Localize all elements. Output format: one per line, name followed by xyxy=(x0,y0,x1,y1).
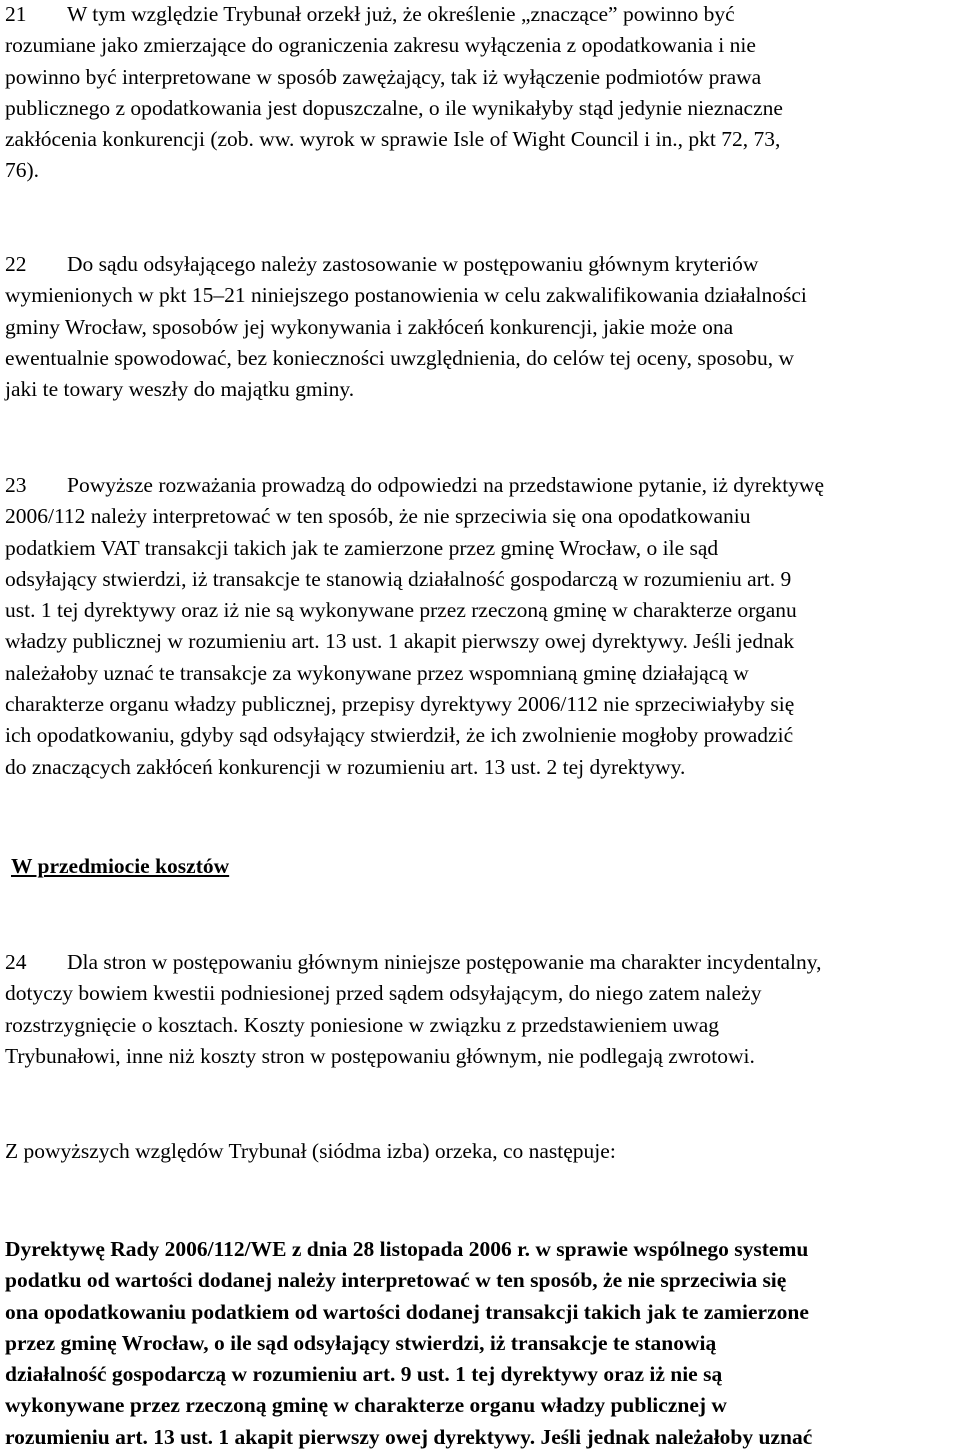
paragraph-line: powinno być interpretowane w sposób zawężający, tak iż wyłączenie podmiotów prawa xyxy=(5,64,762,89)
paragraph-number: 23 xyxy=(5,473,27,497)
paragraph-line: władzy publicznej w rozumieniu art. 13 ust. 1 akapit pierwszy owej dyrektywy. Jeśli jednak xyxy=(5,629,795,654)
ruling-line: wykonywane przez rzeczoną gminę w charakterze organu władzy publicznej w xyxy=(5,1393,727,1418)
paragraph-line: dotyczy bowiem kwestii podniesionej przed sądem odsyłającym, do niego zatem należy xyxy=(5,981,762,1006)
paragraph-line: Powyższe rozważania prowadzą do odpowiedzi na przedstawione pytanie, iż dyrektywę xyxy=(67,473,824,497)
ruling-line: Dyrektywę Rady 2006/112/WE z dnia 28 listopada 2006 r. w sprawie wspólnego systemu xyxy=(5,1237,809,1261)
paragraph-23 xyxy=(5,470,957,783)
ruling-line: rozumieniu art. 13 ust. 1 akapit pierwszy owej dyrektywy. Jeśli jednak należałoby uznać xyxy=(5,1424,813,1449)
ruling-line: podatku od wartości dodanej należy interpretować w ten sposób, że nie sprzeciwia się xyxy=(5,1268,787,1293)
paragraph-line: 2006/112 należy interpretować w ten sposób, że nie sprzeciwia się ona opodatkowaniu xyxy=(5,504,751,529)
ruling-operative-part xyxy=(5,1234,957,1453)
paragraph-line: jaki te towary weszły do majątku gminy. xyxy=(5,377,355,402)
paragraph-24 xyxy=(5,947,957,1072)
paragraph-line: Dla stron w postępowaniu głównym niniejsze postępowanie ma charakter incydentalny, xyxy=(67,950,822,974)
paragraph-line: publicznego z opodatkowania jest dopuszczalne, o ile wynikałyby stąd jedynie nieznaczne xyxy=(5,95,783,120)
paragraph-line: gminy Wrocław, sposobów jej wykonywania i zakłóceń konkurencji, jakie może ona xyxy=(5,314,734,339)
ruling-intro: Z powyższych względów Trybunał (siódma izba) orzeka, co następuje: xyxy=(5,1139,616,1163)
paragraph-line: 76). xyxy=(5,158,40,183)
ruling-line: przez gminę Wrocław, o ile sąd odsyłający stwierdzi, iż transakcje te stanowią xyxy=(5,1330,717,1355)
paragraph-line: podatkiem VAT transakcji takich jak te zamierzone przez gminę Wrocław, o ile sąd xyxy=(5,535,719,560)
paragraph-line: ich opodatkowaniu, gdyby sąd odsyłający stwierdził, że ich zwolnienie mogłoby prowadzić xyxy=(5,723,794,748)
paragraph-line: W tym względzie Trybunał orzekł już, że określenie „znaczące” powinno być xyxy=(67,2,735,26)
paragraph-line: Trybunałowi, inne niż koszty stron w postępowaniu głównym, nie podlegają zwrotowi. xyxy=(5,1043,755,1068)
paragraph-number: 21 xyxy=(5,2,27,26)
paragraph-line: do znaczących zakłóceń konkurencji w rozumieniu art. 13 ust. 2 tej dyrektywy. xyxy=(5,754,686,779)
paragraph-line: rozstrzygnięcie o kosztach. Koszty poniesione w związku z przedstawieniem uwag xyxy=(5,1012,720,1037)
paragraph-line: ewentualnie spowodować, bez konieczności uwzględnienia, do celów tej oceny, sposobu, w xyxy=(5,345,795,370)
paragraph-line: wymienionych w pkt 15–21 niniejszego postanowienia w celu zakwalifikowania działalności xyxy=(5,283,807,308)
paragraph-21 xyxy=(5,0,957,187)
paragraph-line: Do sądu odsyłającego należy zastosowanie w postępowaniu głównym kryteriów xyxy=(67,252,759,276)
ruling-line: ona opodatkowaniu podatkiem od wartości dodanej transakcji takich jak te zamierzone xyxy=(5,1299,809,1324)
paragraph-line: zakłócenia konkurencji (zob. ww. wyrok w sprawie Isle of Wight Council i in., pkt 72, 73, xyxy=(5,127,781,152)
ruling-line: działalność gospodarczą w rozumieniu art. 9 ust. 1 tej dyrektywy oraz iż nie są xyxy=(5,1362,723,1387)
paragraph-line: rozumiane jako zmierzające do ograniczenia zakresu wyłączenia z opodatkowania i nie xyxy=(5,33,756,58)
paragraph-number: 24 xyxy=(5,950,27,974)
paragraph-line: odsyłający stwierdzi, iż transakcje te stanowią działalność gospodarczą w rozumieniu art. 9 xyxy=(5,566,792,591)
paragraph-number: 22 xyxy=(5,252,27,276)
paragraph-22 xyxy=(5,249,957,405)
paragraph-line: należałoby uznać te transakcje za wykonywane przez wspomnianą gminę działającą w xyxy=(5,660,749,685)
paragraph-line: charakterze organu władzy publicznej, przepisy dyrektywy 2006/112 nie sprzeciwiałyby się xyxy=(5,692,795,717)
section-heading-costs: W przedmiocie kosztów xyxy=(11,854,230,878)
paragraph-line: ust. 1 tej dyrektywy oraz iż nie są wykonywane przez rzeczoną gminę w charakterze organu xyxy=(5,598,797,623)
